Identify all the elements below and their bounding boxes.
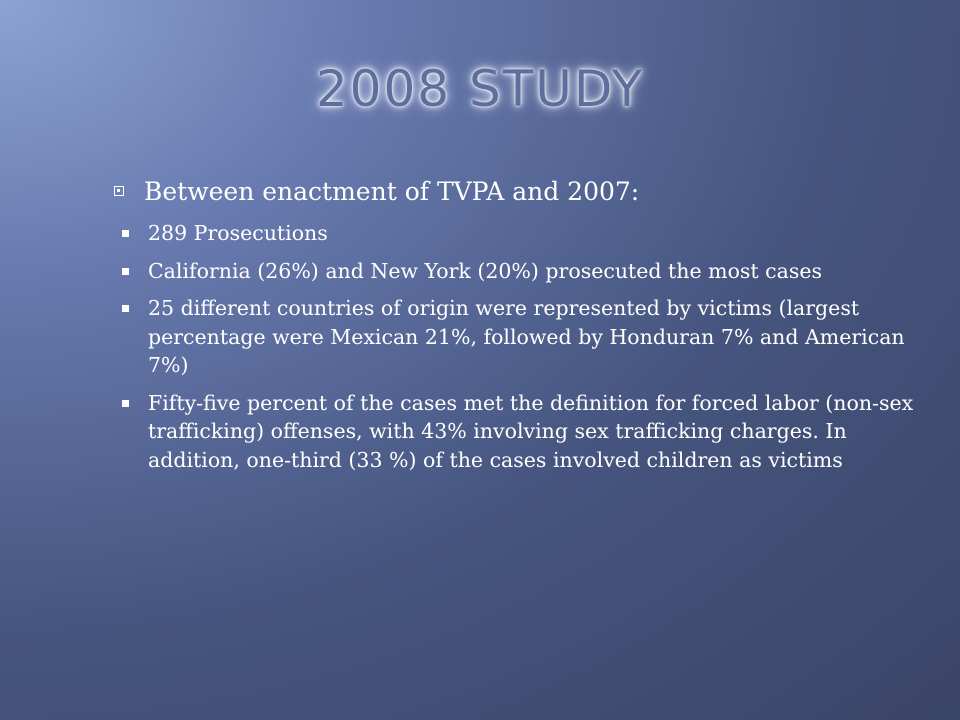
- sub-bullet-text: California (26%) and New York (20%) prosecuted the most cases: [148, 258, 823, 283]
- sub-bullet-case-types: [122, 389, 914, 475]
- sub-bullet-states: [122, 257, 914, 286]
- main-bullet: [114, 175, 914, 209]
- slide-title: 2008 STUDY: [315, 60, 645, 118]
- sub-bullet-countries: [122, 294, 914, 380]
- square-bullet-icon: [122, 230, 129, 237]
- square-bullet-icon: [122, 400, 129, 407]
- slide-body: [114, 175, 914, 483]
- sub-bullet-prosecutions: [122, 219, 914, 248]
- square-bullet-icon: [122, 268, 129, 275]
- sub-bullet-text: 289 Prosecutions: [148, 221, 328, 245]
- main-bullet-text: Between enactment of TVPA and 2007:: [144, 177, 640, 206]
- square-outline-bullet-icon: [114, 186, 124, 196]
- sub-bullet-text: 25 different countries of origin were represented by victims (largest percentage were Mexican 21%, followed by Honduran 7% and American 7%): [148, 296, 905, 377]
- square-bullet-icon: [122, 305, 129, 312]
- sub-bullet-text: Fifty-five percent of the cases met the definition for forced labor (non-sex trafficking) offenses, with 43% involving sex trafficking charges. In addition, one-third (33 %) of the cases involved children as victims: [148, 390, 914, 472]
